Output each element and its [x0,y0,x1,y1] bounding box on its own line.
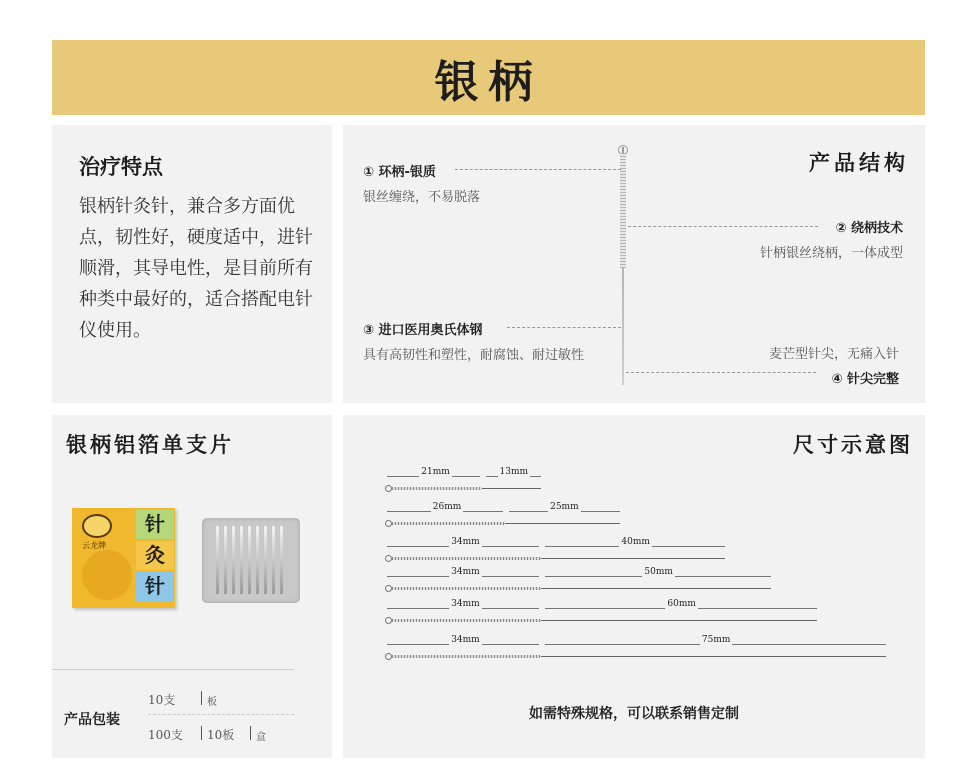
title-banner [52,40,925,115]
tray-needle [272,526,275,594]
needle-ring [385,485,392,492]
callout-steel [363,319,584,363]
needle-shaft [541,588,771,589]
needle-ring [385,585,392,592]
page-title: 银柄 [434,56,543,108]
needle-handle [392,619,541,622]
tray-needle [248,526,251,594]
tray-needle [224,526,227,594]
box-char: 灸 [136,541,174,570]
box-brand: 云龙牌 [82,541,106,550]
pack-unit: 盒 [256,732,266,743]
callout-wound-handle [760,217,903,261]
box-char: 针 [136,572,174,601]
needle-handle [392,655,541,658]
treatment-panel [52,125,332,403]
blister-tray-image [202,518,300,603]
callout-desc: 具有高韧性和塑性，耐腐蚀、耐过敏性 [363,348,585,363]
divider [52,669,294,670]
package-title: 银柄铝箔单支片 [66,433,234,457]
callout-desc: 麦芒型针尖，无痛入针 [768,347,899,362]
callout-head: ④ 针尖完整 [831,372,899,387]
structure-title: 产品结构 [809,151,909,175]
treatment-title: 治疗特点 [79,155,163,179]
package-label: 产品包装 [64,712,120,728]
box-char: 针 [136,510,174,539]
callout-head: ② 绕柄技术 [835,221,903,236]
tray-needle [264,526,267,594]
handle-length-label: 34mm [451,635,480,645]
needle-length-label: 60mm [667,599,696,609]
needle-shaft [541,656,886,657]
needle-handle [392,587,541,590]
callout-head: ① 环柄-银质 [363,165,436,180]
handle-length-label: 26mm [432,502,462,512]
callout-head: ③ 进口医用奥氏体钢 [363,323,483,338]
needle-shaft [482,488,542,489]
callout-desc: 针柄银丝绕柄，一体成型 [759,246,903,261]
needle-shaft [505,523,620,524]
needle-handle [392,557,541,560]
needle-shaft [541,620,817,621]
tray-needle [232,526,235,594]
needle-handle [392,522,505,525]
brand-logo-icon [82,514,112,538]
size-title: 尺寸示意图 [793,433,913,457]
callout-tip [769,343,899,387]
callout-line [507,327,621,328]
package-panel [52,415,332,758]
needle-ring [385,653,392,660]
size-panel [343,415,925,758]
pack-separator [250,726,251,740]
pack-separator [201,726,202,740]
product-box-image [72,508,175,608]
pack-qty: 10支 [148,693,176,707]
tray-needle [280,526,283,594]
needle-handle [620,153,626,268]
pack-qty: 100支 [148,728,183,742]
needle-ring [385,617,392,624]
handle-length-label: 34mm [451,599,480,609]
tray-needle [240,526,243,594]
treatment-body: 银柄针灸针，兼合多方面优点，韧性好，硬度适中，进针顺滑，其导电性，是目前所有种类中最好的，适合搭配电针仪使用。 [79,196,313,341]
divider [148,714,294,715]
needle-length-label: 40mm [621,537,650,547]
callout-line [626,372,816,373]
needle-ring [385,555,392,562]
needle-ring [385,520,392,527]
needle-length-label: 50mm [644,567,673,577]
callout-line [628,226,818,227]
tray-needle [256,526,259,594]
box-decoration [82,550,132,600]
callout-line [455,169,621,170]
pack-unit: 板 [207,697,217,708]
structure-panel [343,125,925,403]
needle-shaft [541,558,725,559]
needle-length-label: 13mm [499,467,529,477]
pack-qty: 10板 [207,728,235,742]
handle-length-label: 34mm [451,567,480,577]
needle-length-label: 25mm [550,502,579,512]
handle-length-label: 21mm [421,467,450,477]
callout-desc: 银丝缠绕，不易脱落 [363,190,481,205]
handle-length-label: 34mm [451,537,480,547]
needle-length-label: 75mm [701,635,731,645]
tray-needle [216,526,219,594]
pack-separator [201,691,202,705]
needle-handle [392,487,482,490]
custom-size-note: 如需特殊规格，可以联系销售定制 [529,706,739,722]
callout-ring-handle [363,161,480,205]
